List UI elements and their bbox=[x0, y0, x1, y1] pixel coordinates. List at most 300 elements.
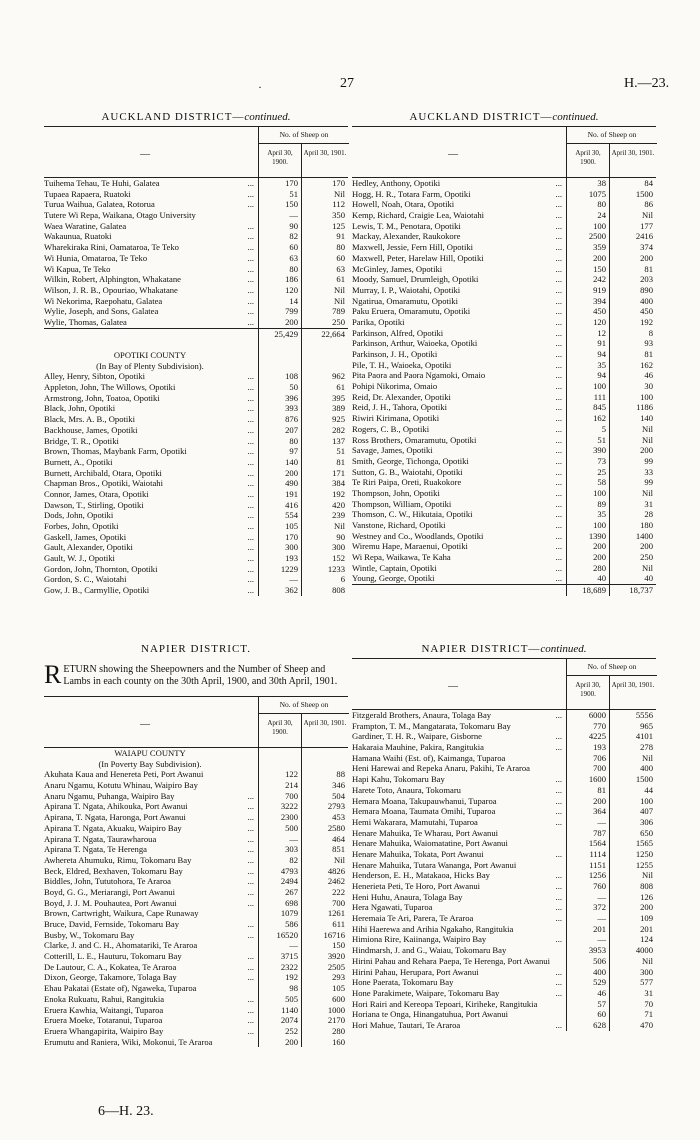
sheep-1901: 5556 bbox=[635, 710, 653, 720]
sheep-1901: 2462 bbox=[327, 876, 345, 887]
owner-name bbox=[44, 489, 256, 500]
sheep-1901: 789 bbox=[332, 306, 345, 317]
owner-name-text: Smith, George, Tichonga, Opotiki bbox=[352, 455, 469, 466]
owner-name bbox=[352, 296, 564, 307]
owner-name bbox=[352, 774, 564, 785]
sheep-1901: Nil bbox=[642, 423, 653, 434]
sheep-1900: 6000 bbox=[588, 710, 606, 720]
leader-dots: ... bbox=[247, 467, 254, 478]
auckland-right-title: AUCKLAND DISTRICT—continued. bbox=[409, 111, 599, 123]
sheep-1900: 200 bbox=[285, 467, 298, 478]
table-row bbox=[352, 977, 656, 988]
sheep-1900: 186 bbox=[285, 274, 298, 285]
table-row bbox=[44, 908, 348, 919]
table-row bbox=[352, 763, 656, 774]
sheep-1900: 700 bbox=[593, 763, 606, 774]
sheep-1901: 611 bbox=[332, 919, 345, 929]
owner-name-text: Wharekiraka Rini, Oamataroa, Te Teko bbox=[44, 242, 179, 253]
sheep-1901: 86 bbox=[644, 199, 653, 210]
leader-dots: ... bbox=[247, 865, 254, 876]
owner-name-text: Hori Rairi and Kereopa Tepoari, Kiriheke, Rangitukia bbox=[352, 998, 538, 1009]
sheep-1901: 200 bbox=[640, 445, 653, 456]
owner-name bbox=[44, 306, 256, 317]
owner-name-text: Gow, J. B., Carmyllie, Opotiki bbox=[44, 585, 150, 596]
leader-dots: ... bbox=[247, 854, 254, 865]
owner-name-text: Wi Hunia, Omataroa, Te Teko bbox=[44, 252, 148, 263]
sheep-1901: 4101 bbox=[635, 731, 653, 742]
leader-dots: ... bbox=[247, 274, 254, 285]
sheep-1901: 61 bbox=[336, 274, 345, 285]
sheep-1901: 4000 bbox=[635, 945, 653, 956]
sheep-1900: 1075 bbox=[588, 188, 606, 199]
table-row bbox=[44, 983, 348, 994]
table-row bbox=[352, 274, 656, 285]
owner-name-text: Connor, James, Otara, Opotiki bbox=[44, 488, 149, 499]
leader-dots: ... bbox=[247, 886, 254, 897]
sheep-1901: 300 bbox=[332, 542, 345, 553]
sheep-1901: 160 bbox=[332, 1036, 345, 1047]
table-row bbox=[352, 199, 656, 210]
leader-dots: ... bbox=[555, 562, 562, 573]
owner-name-text: McGinley, James, Opotiki bbox=[352, 263, 443, 274]
owner-name-text: Burnett, A., Opotiki bbox=[44, 456, 113, 467]
sheep-1900: 193 bbox=[593, 742, 606, 753]
owner-name bbox=[44, 178, 256, 189]
sheep-1900: 1600 bbox=[588, 774, 606, 785]
owner-name bbox=[44, 264, 256, 275]
owner-name-text: Moody, Samuel, Drumleigh, Opotiki bbox=[352, 274, 479, 285]
leader-dots: ... bbox=[555, 710, 562, 720]
owner-name-text: Henderson, E. H., Matakaoa, Hicks Bay bbox=[352, 870, 490, 881]
napier-right-table bbox=[352, 640, 656, 1031]
leader-dots: ... bbox=[555, 731, 562, 742]
sheep-1901: 125 bbox=[332, 220, 345, 231]
table-row bbox=[44, 178, 348, 189]
table-row bbox=[352, 956, 656, 967]
owner-name bbox=[352, 956, 564, 967]
sheep-1900: 80 bbox=[289, 263, 298, 274]
owner-name-text: Apirana, T. Ngata, Haronga, Port Awanui bbox=[44, 812, 186, 823]
table-row bbox=[44, 532, 348, 543]
table-row bbox=[352, 573, 656, 584]
sheep-1900: 393 bbox=[285, 403, 298, 414]
leader-dots: ... bbox=[555, 359, 562, 370]
owner-name-text: Henare Mahuika, Tokata, Port Awanui bbox=[352, 848, 484, 859]
sheep-1900: 94 bbox=[597, 370, 606, 381]
sheep-1900: 770 bbox=[593, 720, 606, 731]
table-row bbox=[352, 499, 656, 510]
sheep-1900: 242 bbox=[593, 274, 606, 285]
owner-name bbox=[44, 1037, 256, 1048]
leader-dots: ... bbox=[247, 585, 254, 596]
owner-name-text: Rogers, C. B., Opotiki bbox=[352, 423, 430, 434]
sheep-1901: 278 bbox=[640, 742, 653, 753]
sheep-1900: 303 bbox=[285, 844, 298, 855]
sheep-1900: 94 bbox=[597, 349, 606, 359]
sheep-1901: 346 bbox=[332, 780, 345, 791]
sheep-1900: 1564 bbox=[588, 838, 606, 849]
sheep-1900: — bbox=[289, 833, 298, 844]
table-row bbox=[352, 328, 656, 339]
sheep-1901: 30 bbox=[644, 381, 653, 392]
table-row bbox=[44, 585, 348, 596]
owner-name bbox=[44, 199, 256, 210]
owner-name-text: Chapman Bros., Opotiki, Waiotahi bbox=[44, 478, 163, 489]
sheep-1901: 99 bbox=[644, 477, 653, 488]
table-row bbox=[352, 424, 656, 435]
table-row bbox=[44, 425, 348, 436]
leader-dots: ... bbox=[555, 477, 562, 488]
table-row bbox=[44, 296, 348, 307]
sheep-1900: — bbox=[597, 934, 606, 945]
owner-name bbox=[352, 231, 564, 242]
sheep-1900: 554 bbox=[285, 510, 298, 521]
sheep-1901: 962 bbox=[332, 371, 345, 382]
table-row bbox=[352, 945, 656, 956]
leader-dots: ... bbox=[247, 316, 254, 327]
owner-name-text: Hindmarsh, J. and G., Waiau, Tokomaru Bay bbox=[352, 945, 507, 956]
leader-dots: ... bbox=[555, 987, 562, 998]
sheep-1901: 700 bbox=[332, 897, 345, 908]
return-note: RETURN showing the Sheepowners and the Number of Sheep and Lambs in each county on the 30th April, 1900, and 30th April, 1901. bbox=[44, 660, 338, 689]
owner-name bbox=[44, 1026, 256, 1037]
sheep-1900: 73 bbox=[597, 455, 606, 466]
leader-dots: ... bbox=[247, 446, 254, 457]
sheep-1901: 33 bbox=[644, 466, 653, 477]
owner-name bbox=[44, 994, 256, 1005]
table-row bbox=[44, 791, 348, 802]
owner-name-text: Gault, Alexander, Opotiki bbox=[44, 542, 133, 553]
sheep-1901: 280 bbox=[332, 1025, 345, 1036]
owner-name-text: Mackay, Alexander, Raukokore bbox=[352, 231, 461, 242]
owner-name-text: Pohipi Nikorima, Omaio bbox=[352, 381, 438, 392]
leader-dots: ... bbox=[247, 242, 254, 253]
leader-dots: ... bbox=[247, 414, 254, 425]
sheep-1901: 1261 bbox=[327, 908, 345, 919]
owner-name bbox=[44, 553, 256, 564]
owner-name bbox=[44, 478, 256, 489]
leader-dots: ... bbox=[555, 530, 562, 541]
owner-name-text: Biddles, John, Tututohora, Te Araroa bbox=[44, 876, 171, 887]
owner-name-text: Reid, Dr. Alexander, Opotiki bbox=[352, 391, 451, 402]
sheep-1900: 90 bbox=[289, 220, 298, 231]
owner-name bbox=[352, 796, 564, 807]
owner-name bbox=[352, 285, 564, 296]
table-row bbox=[44, 812, 348, 823]
leader-dots: ... bbox=[247, 306, 254, 317]
owner-name bbox=[44, 564, 256, 575]
sheep-1901: Nil bbox=[334, 284, 345, 295]
owner-name-text: Awhereta Ahumuku, Rimu, Tokomaru Bay bbox=[44, 854, 192, 865]
leader-dots: ... bbox=[555, 316, 562, 327]
owner-name bbox=[44, 436, 256, 447]
sheep-1900: 97 bbox=[289, 446, 298, 457]
leader-dots: ... bbox=[247, 897, 254, 908]
leader-dots: ... bbox=[247, 510, 254, 521]
sheep-1900: 2494 bbox=[280, 876, 298, 887]
sheep-1901: Nil bbox=[642, 870, 653, 881]
owner-name bbox=[44, 253, 256, 264]
leader-dots: ... bbox=[555, 466, 562, 477]
table-row bbox=[352, 731, 656, 742]
sheep-1900: 63 bbox=[289, 252, 298, 263]
county-name: WAIAPU COUNTY bbox=[114, 748, 186, 758]
owner-name-text: Reid, J. H., Tahora, Opotiki bbox=[352, 402, 447, 413]
leader-dots: ... bbox=[247, 371, 254, 382]
leader-dots: ... bbox=[555, 188, 562, 199]
owner-name bbox=[44, 951, 256, 962]
owner-name bbox=[44, 585, 256, 596]
leader-dots: ... bbox=[247, 844, 254, 855]
table-row bbox=[44, 542, 348, 553]
owner-name-text: Armstrong, John, Toatoa, Opotiki bbox=[44, 392, 160, 403]
owner-name bbox=[44, 812, 256, 823]
owner-name-text: Anaru Ngamu, Puhanga, Waipiro Bay bbox=[44, 790, 175, 801]
sheep-1900: 201 bbox=[593, 923, 606, 934]
leader-dots: ... bbox=[247, 231, 254, 242]
leader-dots: ... bbox=[247, 456, 254, 467]
owner-name-text: Backhouse, James, Opotiki bbox=[44, 424, 138, 435]
sheep-1900: 111 bbox=[593, 391, 606, 402]
table-row bbox=[352, 285, 656, 296]
sheep-1900: 170 bbox=[285, 178, 298, 188]
leader-dots: ... bbox=[555, 199, 562, 210]
sheep-1901: 137 bbox=[332, 435, 345, 446]
owner-name-text: Thompson, William, Opotiki bbox=[352, 498, 452, 509]
leader-dots: ... bbox=[555, 231, 562, 242]
owner-name-text: Ehau Pakatai (Estate of), Ngaweka, Tuparoa bbox=[44, 983, 197, 994]
table-row bbox=[44, 521, 348, 532]
sheep-1900: 1229 bbox=[280, 563, 298, 574]
sheep-1900: 4793 bbox=[280, 865, 298, 876]
owner-name bbox=[352, 838, 564, 849]
sheep-1900: 200 bbox=[593, 795, 606, 806]
table-row bbox=[44, 855, 348, 866]
sheep-1901: Nil bbox=[334, 854, 345, 865]
table-row bbox=[352, 870, 656, 881]
sheep-1901: Nil bbox=[334, 188, 345, 199]
table-row bbox=[352, 189, 656, 200]
leader-dots: ... bbox=[247, 382, 254, 393]
owner-name-text: Gault, W. J., Opotiki bbox=[44, 553, 115, 564]
sheep-1901: 650 bbox=[640, 827, 653, 838]
owner-name-text: Beck, Eldred, Bexhaven, Tokomaru Bay bbox=[44, 865, 183, 876]
leader-dots: ... bbox=[247, 993, 254, 1004]
owner-name bbox=[352, 806, 564, 817]
table-header: — No. of Sheep on April 30, 1900. April 30, 1901. bbox=[44, 126, 348, 178]
leader-dots: ... bbox=[555, 391, 562, 402]
table-row bbox=[352, 296, 656, 307]
auckland-left-total bbox=[44, 328, 348, 350]
table-row bbox=[44, 264, 348, 275]
owner-name bbox=[352, 456, 564, 467]
county-subtitle bbox=[44, 361, 348, 372]
sheep-1900: 252 bbox=[285, 1025, 298, 1036]
sheep-1901: 808 bbox=[640, 881, 653, 891]
owner-name bbox=[352, 1009, 564, 1020]
owner-name bbox=[44, 866, 256, 877]
owner-name bbox=[44, 242, 256, 253]
sheep-1900: — bbox=[597, 913, 606, 924]
leader-dots: ... bbox=[247, 499, 254, 510]
table-row bbox=[44, 231, 348, 242]
sheep-1901: 60 bbox=[336, 252, 345, 263]
owner-name-text: Parkinson, J. H., Opotiki bbox=[352, 349, 438, 359]
owner-name-text: Eruera Whangapirita, Waipiro Bay bbox=[44, 1025, 164, 1036]
owner-name-text: Eruera Moeke, Totaranui, Tuparoa bbox=[44, 1015, 163, 1026]
sheep-1900: 108 bbox=[285, 371, 298, 382]
sheep-1901: 109 bbox=[640, 913, 653, 924]
sheep-1900: 170 bbox=[285, 531, 298, 542]
owner-name bbox=[352, 924, 564, 935]
leader-dots: ... bbox=[555, 445, 562, 456]
owner-name-text: Tupaea Rapaera, Ruatoki bbox=[44, 188, 131, 199]
table-row bbox=[352, 381, 656, 392]
owner-name-text: Henare Mahuika, Te Wharau, Port Awanui bbox=[352, 827, 499, 838]
sheep-1901: 400 bbox=[640, 763, 653, 774]
table-row bbox=[44, 1015, 348, 1026]
table-row bbox=[44, 414, 348, 425]
owner-name bbox=[44, 876, 256, 887]
owner-name bbox=[44, 801, 256, 812]
table-row bbox=[352, 924, 656, 935]
leader-dots: ... bbox=[247, 392, 254, 403]
auckland-right-total bbox=[352, 584, 656, 596]
owner-name bbox=[44, 574, 256, 585]
sheep-1901: Nil bbox=[642, 562, 653, 573]
sheep-1900: 200 bbox=[285, 316, 298, 327]
auckland-right-table bbox=[352, 108, 656, 596]
table-row bbox=[352, 828, 656, 839]
owner-name-text: Vanstone, Richard, Opotiki bbox=[352, 520, 446, 530]
table-row bbox=[352, 509, 656, 520]
owner-name bbox=[352, 317, 564, 328]
table-row bbox=[352, 552, 656, 563]
sheep-1901: 63 bbox=[336, 263, 345, 274]
sheep-1901: 965 bbox=[640, 720, 653, 731]
table-row bbox=[44, 919, 348, 930]
table-row bbox=[352, 477, 656, 488]
table-row bbox=[352, 413, 656, 424]
page-number: 27 bbox=[340, 76, 354, 91]
owner-name-text: Tuihema Tehau, Te Huhi, Galatea bbox=[44, 178, 160, 188]
sheep-1901: 140 bbox=[640, 413, 653, 424]
sheep-1901: 407 bbox=[640, 806, 653, 817]
owner-name-text: Lewis, T. M., Penotara, Opotiki bbox=[352, 220, 461, 231]
leader-dots: ... bbox=[247, 574, 254, 585]
table-row bbox=[44, 876, 348, 887]
table-row bbox=[44, 403, 348, 414]
leader-dots: ... bbox=[247, 531, 254, 542]
sheep-1901: Nil bbox=[642, 487, 653, 498]
leader-dots: ... bbox=[555, 848, 562, 859]
owner-name-text: Turua Waihua, Galatea, Rotorua bbox=[44, 199, 155, 210]
sheep-1900: 120 bbox=[593, 316, 606, 327]
opotiki-rows bbox=[44, 350, 348, 596]
leader-dots: ... bbox=[247, 812, 254, 823]
owner-name bbox=[44, 446, 256, 457]
sheep-1900: 400 bbox=[593, 966, 606, 977]
napier-right-rows bbox=[352, 710, 656, 1031]
sheep-1901: 808 bbox=[332, 585, 345, 596]
sheep-1900: 200 bbox=[285, 1036, 298, 1047]
sheep-1900: 845 bbox=[593, 402, 606, 413]
owner-name-text: Dixon, George, Takamore, Tolaga Bay bbox=[44, 972, 177, 983]
sheep-1901: Nil bbox=[642, 752, 653, 763]
sheep-1900: 1256 bbox=[588, 870, 606, 881]
owner-name-text: Dods, John, Opotiki bbox=[44, 510, 114, 521]
leader-dots: ... bbox=[247, 284, 254, 295]
owner-name bbox=[352, 988, 564, 999]
leader-dots: ... bbox=[555, 541, 562, 552]
owner-name-text: Hone Parakimete, Waipare, Tokomaru Bay bbox=[352, 987, 500, 998]
owner-name bbox=[352, 488, 564, 499]
owner-name bbox=[352, 967, 564, 978]
sheep-1901: 1233 bbox=[327, 563, 345, 574]
owner-name bbox=[352, 509, 564, 520]
owner-name bbox=[352, 881, 564, 892]
owner-name-text: Riwiri Kirimana, Opotiki bbox=[352, 413, 440, 424]
owner-name-text: Young, George, Opotiki bbox=[352, 573, 435, 584]
table-row bbox=[352, 710, 656, 721]
table-row bbox=[44, 1005, 348, 1016]
owner-name bbox=[44, 1015, 256, 1026]
sheep-1900: — bbox=[597, 891, 606, 902]
owner-name bbox=[44, 532, 256, 543]
sheep-1900: 100 bbox=[593, 520, 606, 530]
owner-name-text: Apirana T. Ngata, Te Herenga bbox=[44, 844, 147, 855]
leader-dots: ... bbox=[555, 552, 562, 563]
table-row bbox=[352, 253, 656, 264]
owner-name-text: Wi Kapua, Te Teko bbox=[44, 263, 111, 274]
table-row bbox=[44, 221, 348, 232]
table-row bbox=[352, 563, 656, 574]
sheep-1901: 31 bbox=[644, 498, 653, 509]
sheep-1901: Nil bbox=[334, 521, 345, 531]
owner-name bbox=[44, 468, 256, 479]
owner-name-text: Thompson, John, Opotiki bbox=[352, 487, 440, 498]
owner-name-text: Enoka Rukuatu, Rahui, Rangitukia bbox=[44, 993, 165, 1004]
leader-dots: ... bbox=[247, 488, 254, 499]
sheep-1900: 193 bbox=[285, 553, 298, 564]
owner-name bbox=[44, 210, 256, 221]
owner-name bbox=[352, 328, 564, 339]
sheep-1900: 359 bbox=[593, 242, 606, 253]
owner-name-text: Pita Paora and Paora Ngamoki, Omaio bbox=[352, 370, 486, 381]
sheep-1900: 98 bbox=[289, 983, 298, 994]
sheep-1900: 300 bbox=[285, 542, 298, 553]
sheep-1900: 120 bbox=[285, 284, 298, 295]
sheep-1900: 760 bbox=[593, 881, 606, 891]
sheep-1901: 100 bbox=[640, 391, 653, 402]
sheep-1900: 267 bbox=[285, 886, 298, 897]
owner-name bbox=[44, 919, 256, 930]
table-row bbox=[44, 382, 348, 393]
sheep-1900: 105 bbox=[285, 521, 298, 531]
table-row bbox=[44, 574, 348, 585]
owner-name bbox=[352, 520, 564, 531]
owner-name bbox=[44, 500, 256, 511]
owner-name-text: Hakaraia Mauhine, Pakira, Rangitukia bbox=[352, 742, 484, 753]
sheep-1901: 28 bbox=[644, 509, 653, 520]
owner-name-text: Wiremu Hape, Maraenui, Opotiki bbox=[352, 541, 468, 552]
owner-name bbox=[44, 844, 256, 855]
owner-name bbox=[352, 199, 564, 210]
sheep-1900: 80 bbox=[597, 199, 606, 210]
owner-name-text: Pile, T. H., Waioeka, Opotiki bbox=[352, 359, 452, 370]
sheep-1900: 698 bbox=[285, 897, 298, 908]
table-row bbox=[352, 742, 656, 753]
